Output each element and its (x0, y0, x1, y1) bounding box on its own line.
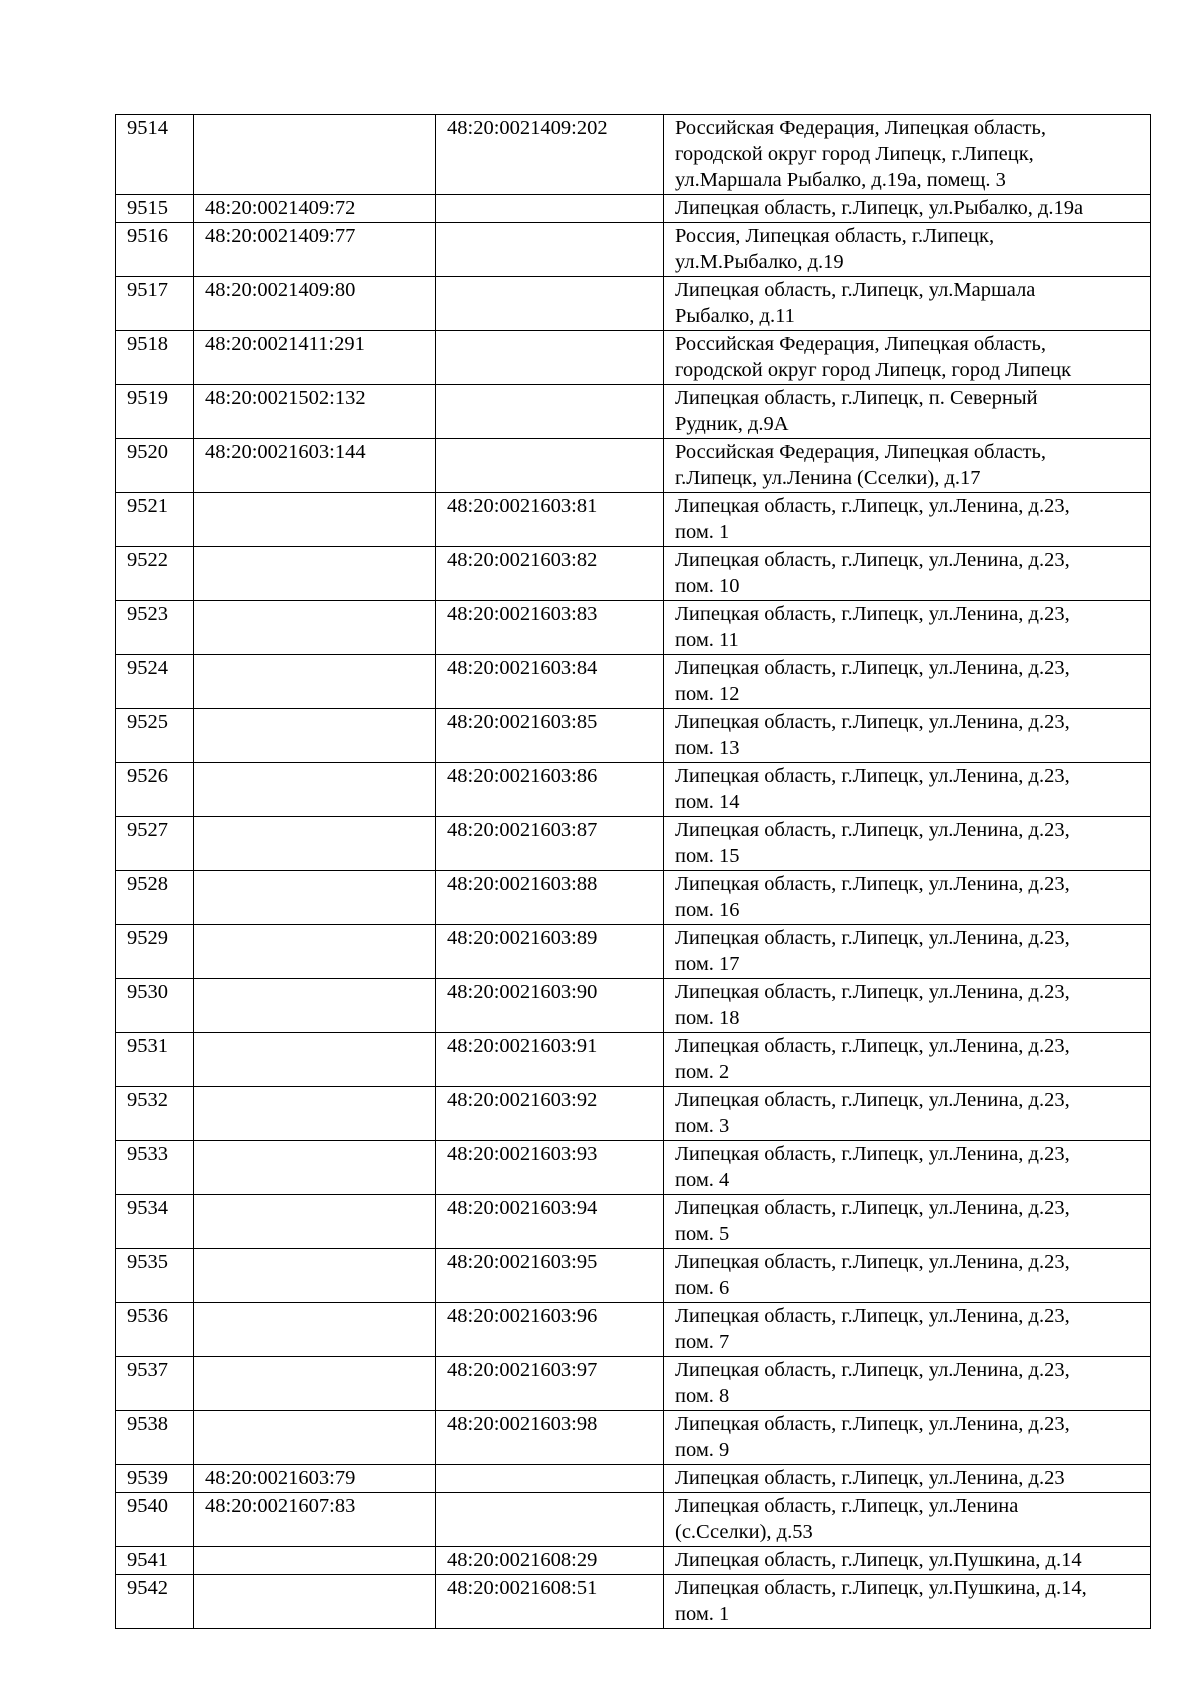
address-line: Липецкая область, г.Липецк, ул.Ленина, д.23, (675, 549, 1070, 571)
land-cadastral-number-cell (194, 547, 436, 601)
land-cadastral-number-cell (194, 925, 436, 979)
row-number-cell: 9541 (116, 1547, 194, 1575)
land-cadastral-number-cell (194, 817, 436, 871)
address-line: пом. 1 (675, 1603, 730, 1625)
address-line: Липецкая область, г.Липецк, ул.Ленина, д.23, (675, 495, 1070, 517)
building-cadastral-number-cell: 48:20:0021608:51 (436, 1575, 664, 1629)
address-line: Российская Федерация, Липецкая область, (675, 117, 1046, 139)
address-line: Липецкая область, г.Липецк, ул.Маршала (675, 279, 1036, 301)
land-cadastral-number-cell (194, 1357, 436, 1411)
address-line: Рыбалко, д.11 (675, 305, 795, 327)
address-cell (664, 763, 1151, 817)
registry-table (115, 114, 1151, 1629)
address-cell (664, 925, 1151, 979)
land-cadastral-number-cell: 48:20:0021603:79 (194, 1465, 436, 1493)
row-number-cell: 9530 (116, 979, 194, 1033)
building-cadastral-number-cell: 48:20:0021603:98 (436, 1411, 664, 1465)
address-line: ул.Маршала Рыбалко, д.19а, помещ. 3 (675, 169, 1006, 191)
building-cadastral-number-cell: 48:20:0021603:86 (436, 763, 664, 817)
building-cadastral-number-cell: 48:20:0021603:96 (436, 1303, 664, 1357)
row-number-cell: 9521 (116, 493, 194, 547)
land-cadastral-number-cell (194, 1575, 436, 1629)
row-number-cell: 9515 (116, 195, 194, 223)
building-cadastral-number-cell: 48:20:0021603:85 (436, 709, 664, 763)
building-cadastral-number-cell: 48:20:0021603:84 (436, 655, 664, 709)
row-number-cell: 9514 (116, 115, 194, 195)
address-line: пом. 9 (675, 1439, 730, 1461)
table-row (116, 385, 1151, 439)
address-cell (664, 655, 1151, 709)
address-line: пом. 4 (675, 1169, 730, 1191)
land-cadastral-number-cell (194, 1195, 436, 1249)
address-line: пом. 10 (675, 575, 740, 597)
table-row (116, 439, 1151, 493)
row-number-cell: 9542 (116, 1575, 194, 1629)
land-cadastral-number-cell (194, 1303, 436, 1357)
row-number-cell: 9533 (116, 1141, 194, 1195)
land-cadastral-number-cell: 48:20:0021409:77 (194, 223, 436, 277)
address-line: пом. 5 (675, 1223, 730, 1245)
land-cadastral-number-cell (194, 115, 436, 195)
building-cadastral-number-cell: 48:20:0021603:93 (436, 1141, 664, 1195)
land-cadastral-number-cell (194, 493, 436, 547)
address-line: пом. 7 (675, 1331, 730, 1353)
address-line: пом. 18 (675, 1007, 740, 1029)
address-line: Липецкая область, г.Липецк, ул.Ленина, д.23, (675, 711, 1070, 733)
address-line: пом. 1 (675, 521, 730, 543)
address-line: Липецкая область, г.Липецк, ул.Ленина (675, 1495, 1019, 1517)
table-row (116, 1465, 1151, 1493)
land-cadastral-number-cell: 48:20:0021603:144 (194, 439, 436, 493)
land-cadastral-number-cell (194, 1141, 436, 1195)
land-cadastral-number-cell (194, 871, 436, 925)
address-line: пом. 8 (675, 1385, 730, 1407)
address-line: Липецкая область, г.Липецк, ул.Рыбалко, д.19а (675, 197, 1084, 219)
building-cadastral-number-cell: 48:20:0021603:82 (436, 547, 664, 601)
address-cell (664, 1195, 1151, 1249)
address-cell (664, 1357, 1151, 1411)
table-row (116, 871, 1151, 925)
row-number-cell: 9519 (116, 385, 194, 439)
land-cadastral-number-cell (194, 1547, 436, 1575)
address-line: пом. 6 (675, 1277, 730, 1299)
address-cell (664, 1575, 1151, 1629)
address-line: Липецкая область, г.Липецк, ул.Ленина, д.23, (675, 603, 1070, 625)
land-cadastral-number-cell (194, 1411, 436, 1465)
building-cadastral-number-cell (436, 331, 664, 385)
address-cell (664, 1249, 1151, 1303)
address-cell (664, 115, 1151, 195)
building-cadastral-number-cell: 48:20:0021603:92 (436, 1087, 664, 1141)
building-cadastral-number-cell (436, 385, 664, 439)
address-cell (664, 223, 1151, 277)
address-line: пом. 17 (675, 953, 740, 975)
address-line: (с.Сселки), д.53 (675, 1521, 813, 1543)
table-row (116, 709, 1151, 763)
address-line: пом. 11 (675, 629, 739, 651)
building-cadastral-number-cell: 48:20:0021603:88 (436, 871, 664, 925)
row-number-cell: 9538 (116, 1411, 194, 1465)
address-line: Рудник, д.9А (675, 413, 789, 435)
address-line: пом. 14 (675, 791, 740, 813)
land-cadastral-number-cell (194, 763, 436, 817)
land-cadastral-number-cell: 48:20:0021502:132 (194, 385, 436, 439)
address-cell (664, 195, 1151, 223)
land-cadastral-number-cell: 48:20:0021409:72 (194, 195, 436, 223)
land-cadastral-number-cell: 48:20:0021411:291 (194, 331, 436, 385)
address-line: Липецкая область, г.Липецк, ул.Ленина, д.23, (675, 1305, 1070, 1327)
land-cadastral-number-cell (194, 1087, 436, 1141)
building-cadastral-number-cell: 48:20:0021603:87 (436, 817, 664, 871)
table-row (116, 1411, 1151, 1465)
row-number-cell: 9531 (116, 1033, 194, 1087)
row-number-cell: 9526 (116, 763, 194, 817)
table-row (116, 331, 1151, 385)
building-cadastral-number-cell: 48:20:0021603:94 (436, 1195, 664, 1249)
table-row (116, 601, 1151, 655)
table-row (116, 1493, 1151, 1547)
address-line: Липецкая область, г.Липецк, ул.Ленина, д.23, (675, 1251, 1070, 1273)
address-cell (664, 601, 1151, 655)
address-line: Липецкая область, г.Липецк, ул.Пушкина, д.14 (675, 1549, 1082, 1571)
row-number-cell: 9523 (116, 601, 194, 655)
row-number-cell: 9537 (116, 1357, 194, 1411)
table-row (116, 547, 1151, 601)
building-cadastral-number-cell (436, 277, 664, 331)
address-line: Липецкая область, г.Липецк, ул.Ленина, д.23, (675, 1035, 1070, 1057)
address-line: Россия, Липецкая область, г.Липецк, (675, 225, 995, 247)
building-cadastral-number-cell: 48:20:0021603:95 (436, 1249, 664, 1303)
building-cadastral-number-cell (436, 195, 664, 223)
address-line: Липецкая область, г.Липецк, п. Северный (675, 387, 1038, 409)
table-row (116, 817, 1151, 871)
building-cadastral-number-cell: 48:20:0021608:29 (436, 1547, 664, 1575)
address-cell (664, 871, 1151, 925)
address-line: Липецкая область, г.Липецк, ул.Ленина, д.23, (675, 1143, 1070, 1165)
address-cell (664, 1303, 1151, 1357)
address-cell (664, 1547, 1151, 1575)
address-cell (664, 1033, 1151, 1087)
table-row (116, 925, 1151, 979)
land-cadastral-number-cell (194, 655, 436, 709)
address-line: Липецкая область, г.Липецк, ул.Пушкина, д.14, (675, 1577, 1087, 1599)
address-line: Липецкая область, г.Липецк, ул.Ленина, д.23, (675, 1197, 1070, 1219)
building-cadastral-number-cell (436, 223, 664, 277)
row-number-cell: 9529 (116, 925, 194, 979)
address-cell (664, 979, 1151, 1033)
row-number-cell: 9540 (116, 1493, 194, 1547)
table-row (116, 655, 1151, 709)
address-cell (664, 709, 1151, 763)
table-row (116, 493, 1151, 547)
row-number-cell: 9522 (116, 547, 194, 601)
row-number-cell: 9524 (116, 655, 194, 709)
table-row (116, 763, 1151, 817)
building-cadastral-number-cell: 48:20:0021603:97 (436, 1357, 664, 1411)
address-line: Липецкая область, г.Липецк, ул.Ленина, д.23, (675, 981, 1070, 1003)
row-number-cell: 9536 (116, 1303, 194, 1357)
row-number-cell: 9520 (116, 439, 194, 493)
row-number-cell: 9539 (116, 1465, 194, 1493)
address-cell (664, 493, 1151, 547)
address-cell (664, 277, 1151, 331)
address-line: Липецкая область, г.Липецк, ул.Ленина, д.23 (675, 1467, 1065, 1489)
table-row (116, 1575, 1151, 1629)
table-row (116, 1033, 1151, 1087)
address-cell (664, 439, 1151, 493)
address-line: Липецкая область, г.Липецк, ул.Ленина, д.23, (675, 819, 1070, 841)
address-line: Липецкая область, г.Липецк, ул.Ленина, д.23, (675, 927, 1070, 949)
land-cadastral-number-cell (194, 979, 436, 1033)
address-line: пом. 16 (675, 899, 740, 921)
address-cell (664, 1493, 1151, 1547)
table-row (116, 1141, 1151, 1195)
table-row (116, 115, 1151, 195)
table-row (116, 1249, 1151, 1303)
row-number-cell: 9535 (116, 1249, 194, 1303)
address-cell (664, 1411, 1151, 1465)
building-cadastral-number-cell: 48:20:0021603:90 (436, 979, 664, 1033)
address-line: Липецкая область, г.Липецк, ул.Ленина, д.23, (675, 1359, 1070, 1381)
address-cell (664, 385, 1151, 439)
land-cadastral-number-cell (194, 709, 436, 763)
address-line: Липецкая область, г.Липецк, ул.Ленина, д.23, (675, 657, 1070, 679)
address-cell (664, 1087, 1151, 1141)
address-cell (664, 547, 1151, 601)
address-line: г.Липецк, ул.Ленина (Сселки), д.17 (675, 467, 981, 489)
row-number-cell: 9528 (116, 871, 194, 925)
address-line: пом. 12 (675, 683, 740, 705)
row-number-cell: 9534 (116, 1195, 194, 1249)
building-cadastral-number-cell: 48:20:0021603:81 (436, 493, 664, 547)
building-cadastral-number-cell: 48:20:0021409:202 (436, 115, 664, 195)
address-cell (664, 331, 1151, 385)
table-row (116, 1547, 1151, 1575)
table-body (116, 115, 1151, 1629)
address-cell (664, 817, 1151, 871)
land-cadastral-number-cell (194, 601, 436, 655)
row-number-cell: 9525 (116, 709, 194, 763)
address-line: Липецкая область, г.Липецк, ул.Ленина, д.23, (675, 765, 1070, 787)
address-line: пом. 2 (675, 1061, 730, 1083)
row-number-cell: 9516 (116, 223, 194, 277)
land-cadastral-number-cell (194, 1033, 436, 1087)
table-row (116, 979, 1151, 1033)
address-line: городской округ город Липецк, г.Липецк, (675, 143, 1034, 165)
address-cell (664, 1465, 1151, 1493)
building-cadastral-number-cell: 48:20:0021603:91 (436, 1033, 664, 1087)
table-row (116, 277, 1151, 331)
row-number-cell: 9518 (116, 331, 194, 385)
table-row (116, 1195, 1151, 1249)
address-line: Липецкая область, г.Липецк, ул.Ленина, д.23, (675, 873, 1070, 895)
table-row (116, 195, 1151, 223)
building-cadastral-number-cell: 48:20:0021603:83 (436, 601, 664, 655)
row-number-cell: 9532 (116, 1087, 194, 1141)
land-cadastral-number-cell (194, 1249, 436, 1303)
land-cadastral-number-cell: 48:20:0021409:80 (194, 277, 436, 331)
row-number-cell: 9517 (116, 277, 194, 331)
address-line: пом. 15 (675, 845, 740, 867)
address-cell (664, 1141, 1151, 1195)
address-line: пом. 3 (675, 1115, 730, 1137)
row-number-cell: 9527 (116, 817, 194, 871)
address-line: Липецкая область, г.Липецк, ул.Ленина, д.23, (675, 1413, 1070, 1435)
building-cadastral-number-cell: 48:20:0021603:89 (436, 925, 664, 979)
land-cadastral-number-cell: 48:20:0021607:83 (194, 1493, 436, 1547)
building-cadastral-number-cell (436, 1465, 664, 1493)
address-line: городской округ город Липецк, город Липецк (675, 359, 1072, 381)
address-line: Российская Федерация, Липецкая область, (675, 441, 1046, 463)
table-row (116, 1303, 1151, 1357)
address-line: Российская Федерация, Липецкая область, (675, 333, 1046, 355)
building-cadastral-number-cell (436, 439, 664, 493)
address-line: пом. 13 (675, 737, 740, 759)
address-line: ул.М.Рыбалко, д.19 (675, 251, 844, 273)
address-line: Липецкая область, г.Липецк, ул.Ленина, д.23, (675, 1089, 1070, 1111)
table-row (116, 1087, 1151, 1141)
building-cadastral-number-cell (436, 1493, 664, 1547)
table-row (116, 1357, 1151, 1411)
table-row (116, 223, 1151, 277)
